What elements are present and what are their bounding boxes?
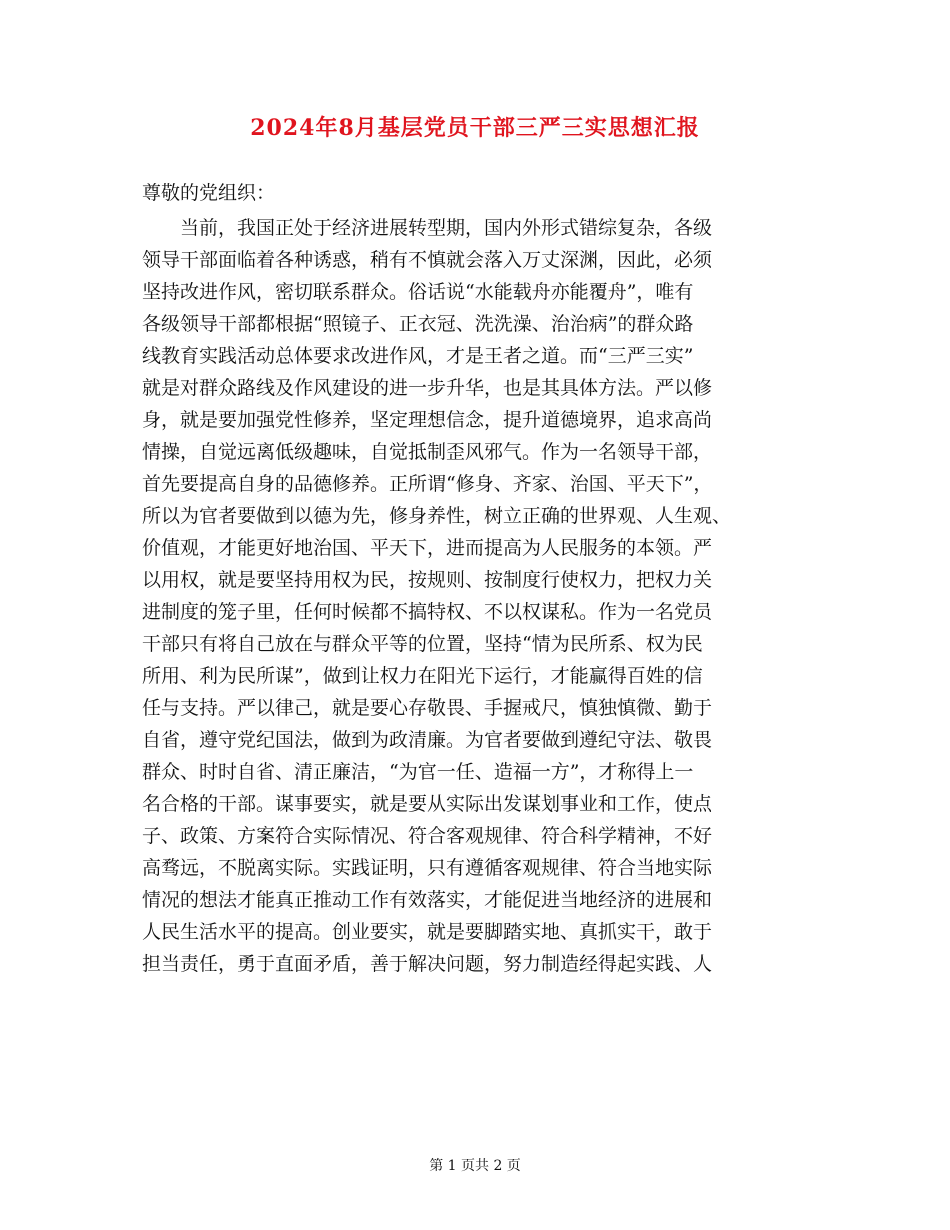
body-line: 情操，自觉远离低级趣味，自觉抵制歪风邪气。作为一名领导干部，	[142, 441, 713, 463]
body-line: 子、政策、方案符合实际情况、符合客观规律、符合科学精神，不好	[142, 825, 713, 847]
body-line: 高骛远，不脱离实际。实践证明，只有遵循客观规律、符合当地实际	[142, 857, 713, 879]
body-line: 名合格的干部。谋事要实，就是要从实际出发谋划事业和工作，使点	[142, 793, 713, 815]
body-line: 担当责任，勇于直面矛盾，善于解决问题，努力制造经得起实践、人	[142, 953, 713, 975]
body-paragraph	[142, 212, 812, 980]
body-line: 人民生活水平的提高。创业要实，就是要脚踏实地、真抓实干，敢于	[142, 921, 713, 943]
page-footer: 第 1 页共 2 页	[429, 1158, 521, 1174]
body-line: 干部只有将自己放在与群众平等的位置，坚持“情为民所系、权为民	[142, 633, 703, 655]
document-title: 2024年8月基层党员干部三严三实思想汇报	[250, 115, 700, 141]
body-line: 身，就是要加强党性修养，坚定理想信念，提升道德境界，追求高尚	[142, 409, 713, 431]
body-line: 所以为官者要做到以德为先，修身养性，树立正确的世界观、人生观、	[142, 505, 732, 527]
body-line: 领导干部面临着各种诱惑，稍有不慎就会落入万丈深渊，因此，必须	[142, 249, 713, 271]
body-line: 任与支持。严以律己，就是要心存敬畏、手握戒尺，慎独慎微、勤于	[142, 697, 713, 719]
body-line: 首先要提高自身的品德修养。正所谓“修身、齐家、治国、平天下”，	[142, 473, 713, 495]
body-line: 价值观，才能更好地治国、平天下，进而提高为人民服务的本领。严	[142, 537, 713, 559]
body-line: 就是对群众路线及作风建设的进一步升华，也是其具体方法。严以修	[142, 377, 713, 399]
body-line: 各级领导干部都根据“照镜子、正衣冠、洗洗澡、治治病”的群众路	[142, 313, 694, 335]
body-line: 线教育实践活动总体要求改进作风，才是王者之道。而“三严三实”	[142, 345, 694, 367]
body-line: 所用、利为民所谋”，做到让权力在阳光下运行，才能赢得百姓的信	[142, 665, 703, 687]
body-line: 进制度的笼子里，任何时候都不搞特权、不以权谋私。作为一名党员	[142, 601, 713, 623]
salutation: 尊敬的党组织：	[142, 182, 276, 204]
body-line: 自省，遵守党纪国法，做到为政清廉。为官者要做到遵纪守法、敬畏	[142, 729, 713, 751]
body-line: 群众、时时自省、清正廉洁，“为官一任、造福一方”，才称得上一	[142, 761, 694, 783]
body-line: 以用权，就是要坚持用权为民，按规则、按制度行使权力，把权力关	[142, 569, 713, 591]
body-line: 当前，我国正处于经济进展转型期，国内外形式错综复杂，各级	[142, 217, 713, 239]
body-line: 情况的想法才能真正推动工作有效落实，才能促进当地经济的进展和	[142, 889, 713, 911]
body-line: 坚持改进作风，密切联系群众。俗话说“水能载舟亦能覆舟”，唯有	[142, 281, 694, 303]
